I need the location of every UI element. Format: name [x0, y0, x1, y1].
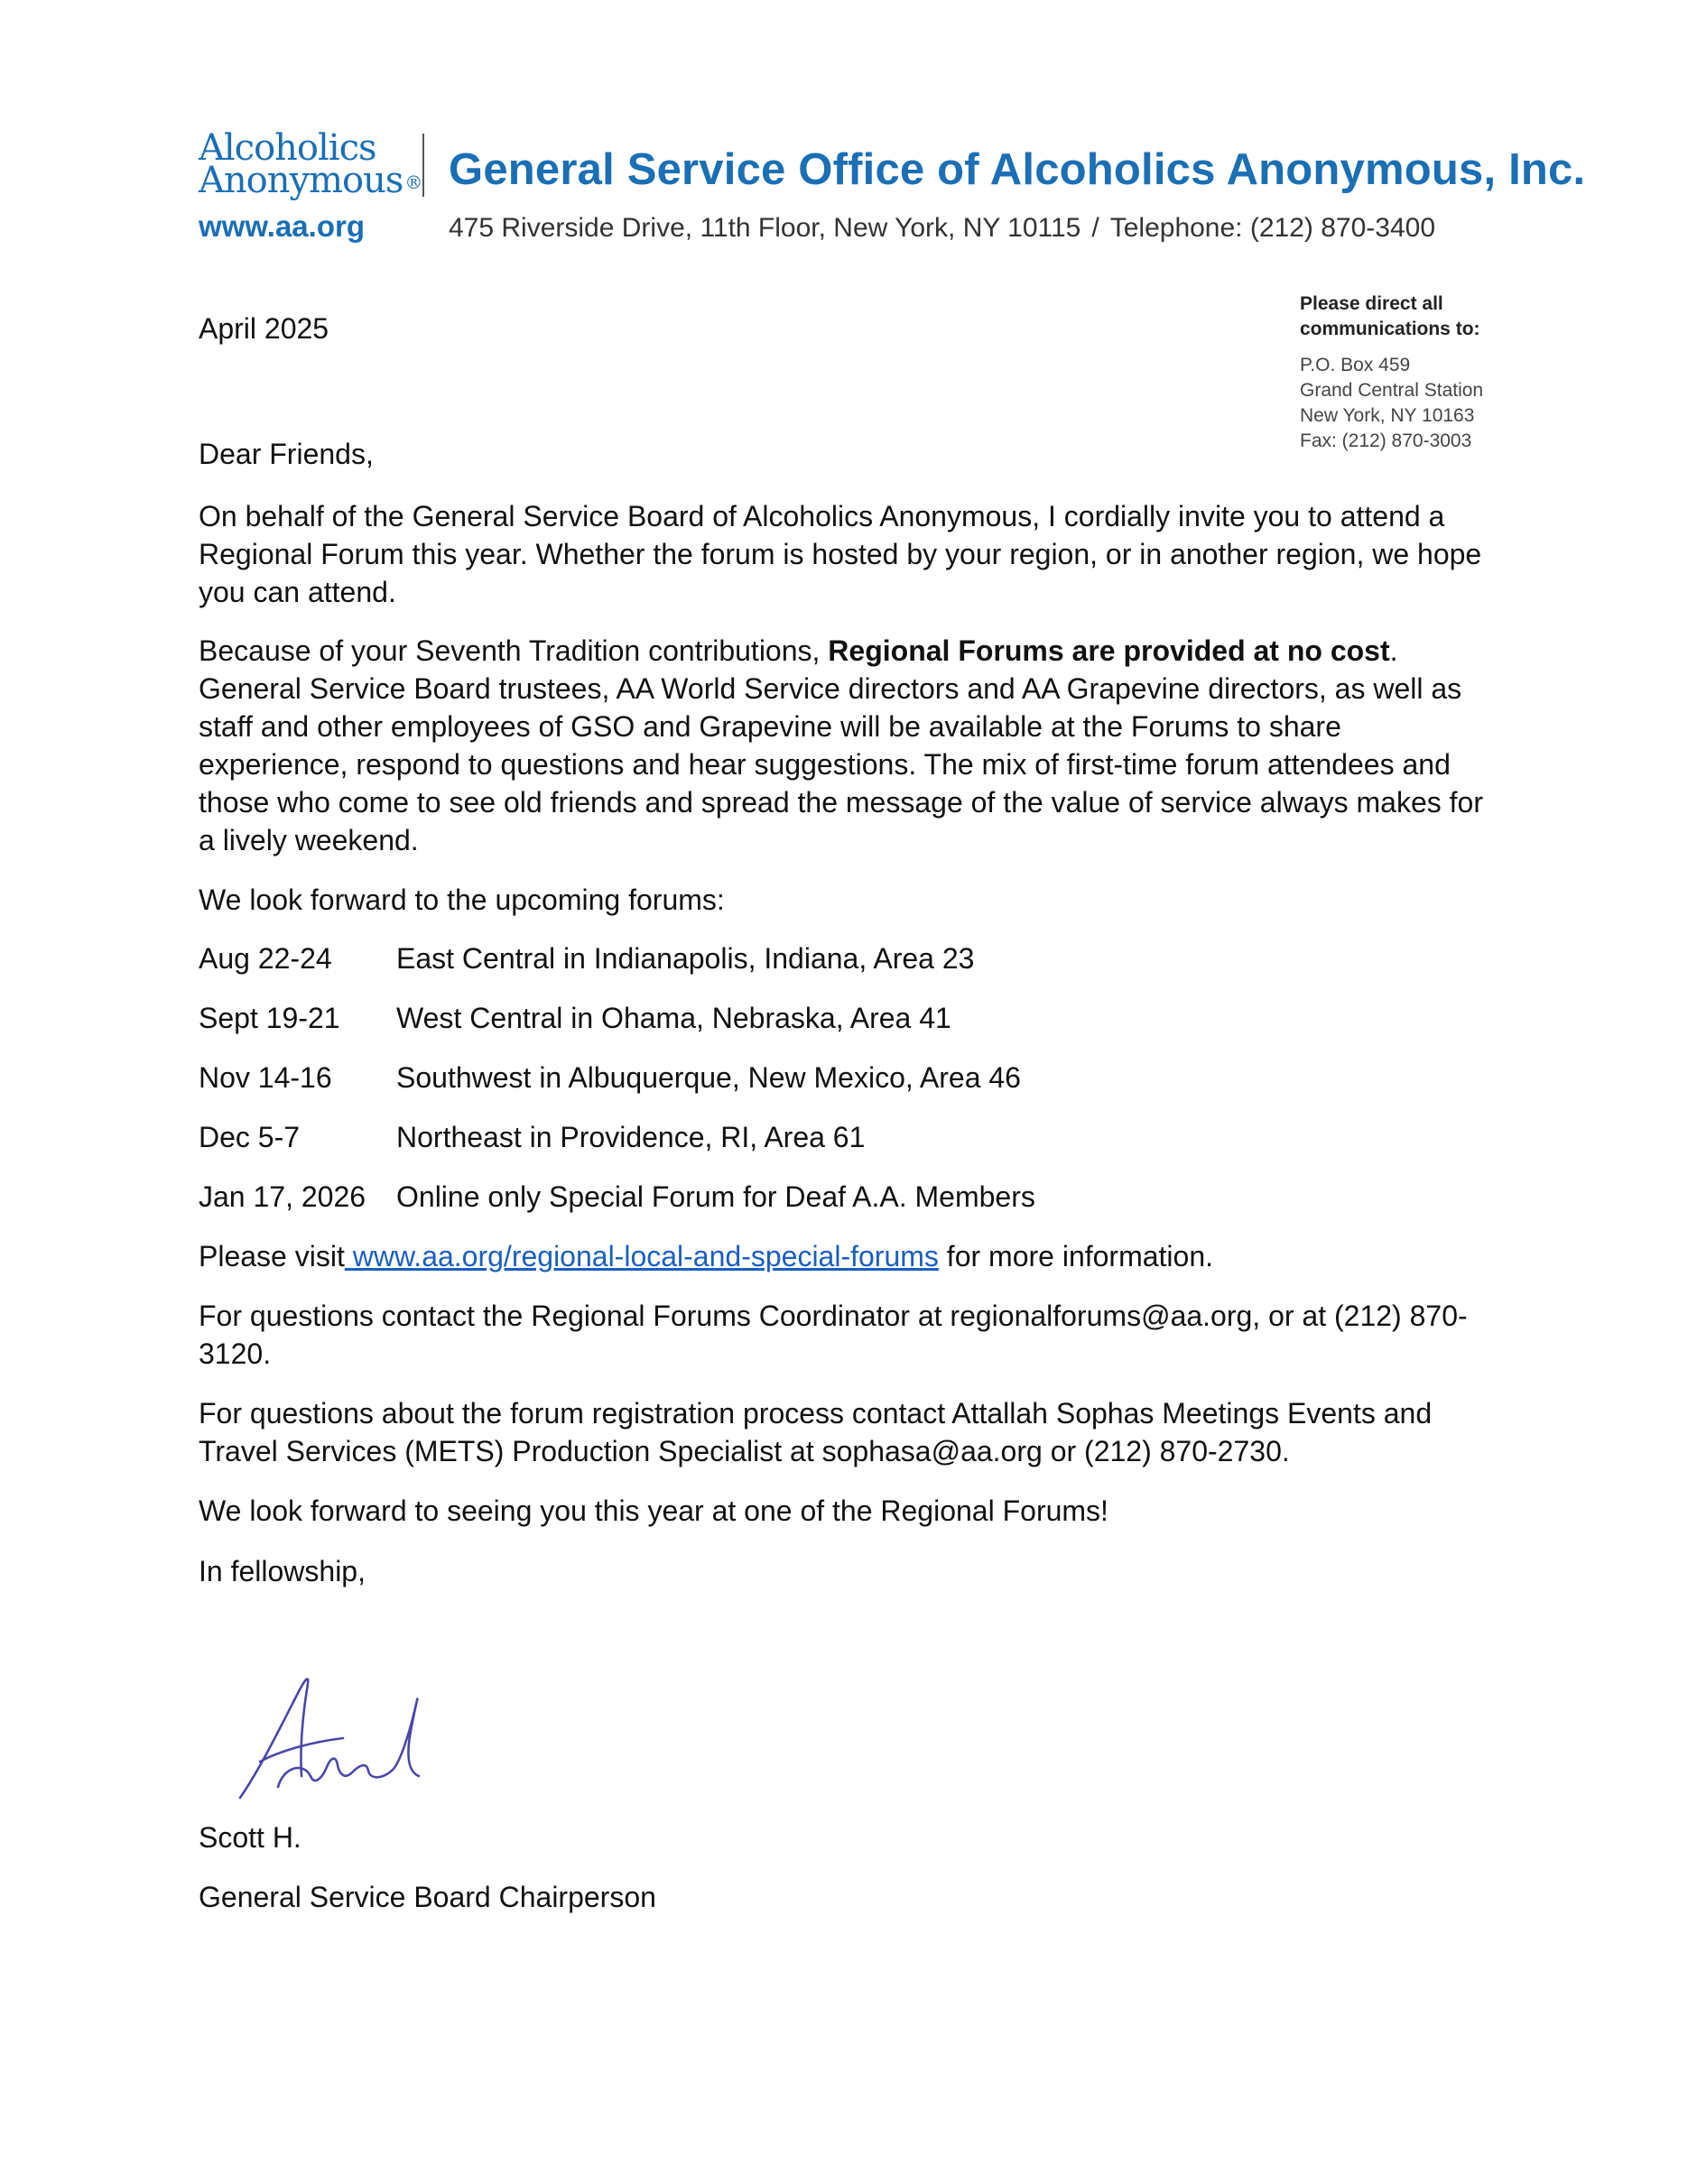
contact-heading-2: communications to: [1300, 319, 1480, 339]
forum-item [199, 1059, 1021, 1097]
forum-date: Jan 17, 2026 [199, 1180, 366, 1213]
coordinator-contact-paragraph: For questions contact the Regional Forums Coordinator at regionalforums@aa.org, or at (212) 870-3120. [199, 1300, 1468, 1370]
office-address-line [449, 213, 1435, 244]
forum-item [199, 939, 974, 977]
p2-rest: . General Service Board trustees, AA World Service directors and AA Grapevine directors, as well as staff and other employees of GSO and Grapevine will be available at the Forums to share experience, respond to questions and hear suggestions. The mix of first-time forum attendees and those who come to see old friends and spread the message of the value of service always makes for a lively weekend. [199, 634, 1483, 856]
office-telephone: Telephone: (212) 870-3400 [1109, 213, 1435, 243]
signer-title: General Service Board Chairperson [199, 1881, 656, 1913]
logo-line-2-text: Anonymous [199, 160, 403, 201]
forum-description: West Central in Ohama, Nebraska, Area 41 [396, 1002, 951, 1034]
forums-page-link[interactable]: www.aa.org/regional-local-and-special-forums [344, 1240, 939, 1272]
forum-date: Nov 14-16 [199, 1061, 332, 1094]
seventh-tradition-paragraph [199, 632, 1498, 859]
aa-logo [199, 127, 422, 201]
upcoming-forums-intro: We look forward to the upcoming forums: [199, 884, 725, 916]
contact-heading-1: Please direct all [1300, 293, 1443, 314]
logo-line-1: Alcoholics [199, 127, 376, 169]
salutation: Dear Friends, [199, 438, 374, 470]
forum-description: Northeast in Providence, RI, Area 61 [396, 1121, 866, 1153]
forum-item [199, 1118, 865, 1156]
forum-date: Aug 22-24 [199, 942, 332, 975]
forum-item [199, 1178, 1035, 1216]
forum-description: Southwest in Albuquerque, New Mexico, Area 46 [396, 1061, 1021, 1094]
signer-name: Scott H. [199, 1821, 301, 1854]
handwritten-signature [224, 1661, 441, 1805]
forum-date: Dec 5-7 [199, 1121, 301, 1153]
letterhead-divider [422, 134, 424, 197]
logo-line-2 [199, 160, 422, 201]
invitation-paragraph: On behalf of the General Service Board of Alcoholics Anonymous, I cordially invite you to attend a Regional Forum this year. Whether the forum is hosted by your region, or in another region, we hope you can attend. [199, 500, 1482, 608]
address-separator: / [1091, 213, 1099, 243]
website-link[interactable]: www.aa.org [199, 209, 365, 243]
letter-date: April 2025 [199, 312, 329, 345]
closing: In fellowship, [199, 1555, 366, 1587]
contact-city: New York, NY 10163 [1300, 405, 1475, 426]
office-address: 475 Riverside Drive, 11th Floor, New York, NY 10115 [449, 213, 1081, 243]
registration-contact-paragraph: For questions about the forum registration process contact Attallah Sophas Meetings Events and Travel Services (METS) Production Specialist at sophasa@aa.org or (212) 870-2730. [199, 1397, 1433, 1467]
contact-po-box: P.O. Box 459 [1300, 355, 1411, 375]
registered-mark: ® [404, 171, 422, 193]
p2-start: Because of your Seventh Tradition contributions, [199, 634, 829, 667]
contact-station: Grand Central Station [1300, 380, 1484, 401]
forum-item [199, 999, 951, 1037]
visit-suffix: for more information. [938, 1240, 1214, 1272]
organization-name: General Service Office of Alcoholics Anonymous, Inc. [449, 145, 1586, 194]
forum-description: Online only Special Forum for Deaf A.A. Members [396, 1180, 1035, 1213]
closing-sentence: We look forward to seeing you this year at one of the Regional Forums! [199, 1495, 1108, 1527]
contact-fax: Fax: (212) 870-3003 [1300, 430, 1472, 451]
forum-description: East Central in Indianapolis, Indiana, Area 23 [396, 942, 975, 975]
visit-website-line [199, 1237, 1498, 1275]
visit-prefix: Please visit [199, 1240, 345, 1272]
forum-date: Sept 19-21 [199, 1002, 340, 1034]
no-cost-emphasis: Regional Forums are provided at no cost [828, 634, 1390, 667]
